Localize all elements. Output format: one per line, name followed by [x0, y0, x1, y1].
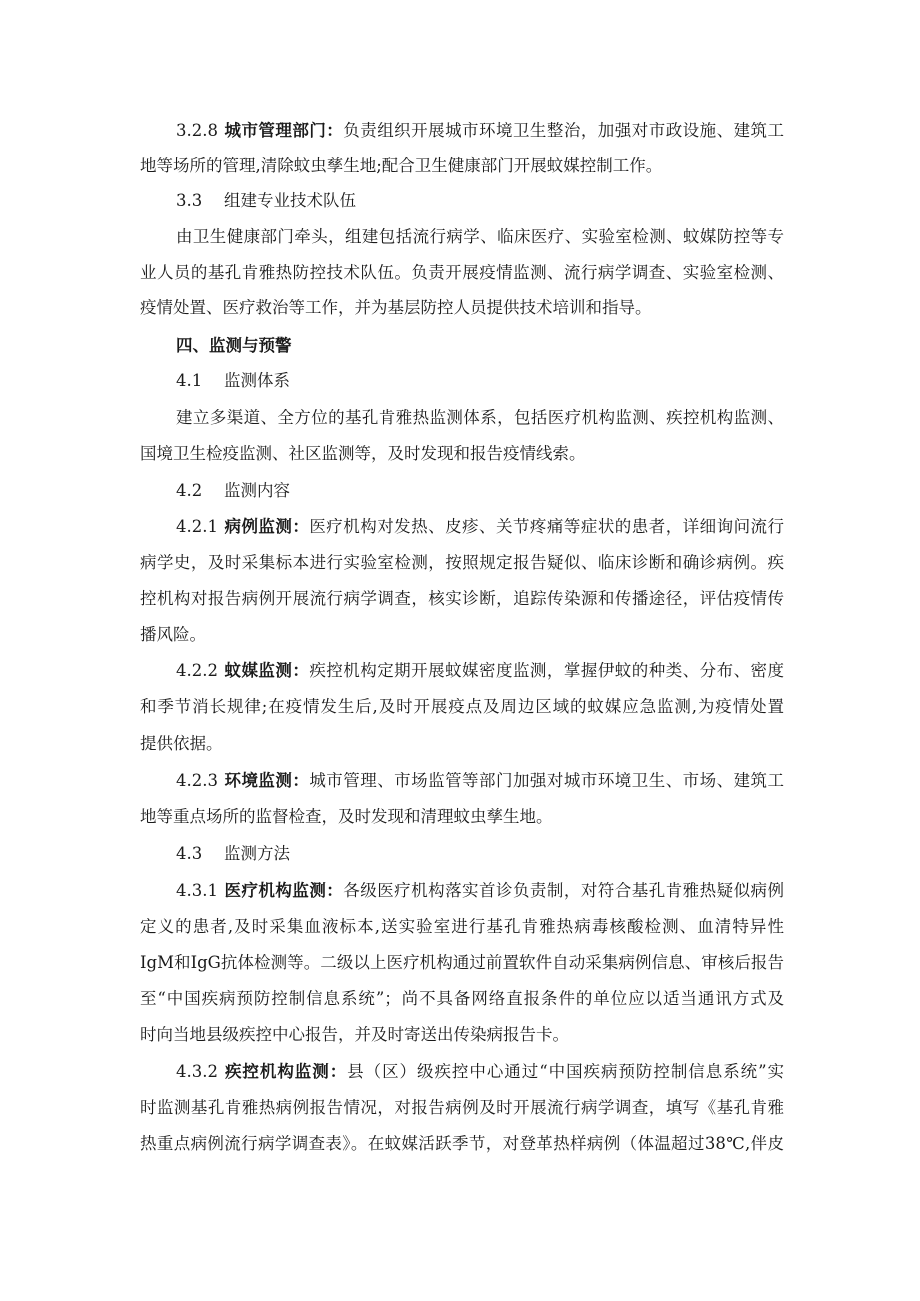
section-4-2-1-line-4: 播风险。 [140, 625, 206, 644]
section-title: 监测内容 [224, 481, 290, 500]
section-number: 4.2.3 [176, 771, 218, 790]
section-4-3-1-line-2: 定义的患者,及时采集血液标本,送实验室进行基孔肯雅热病毒核酸检测、血清特异性 [140, 917, 784, 936]
section-number: 4.2.2 [176, 661, 218, 680]
section-title: 环境监测： [224, 771, 310, 790]
section-3-2-8-line-1 [176, 120, 784, 142]
section-4-3-heading [176, 843, 290, 865]
paragraph-text: 城市管理、市场监管等部门加强对城市环境卫生、市场、建筑工 [309, 771, 785, 790]
section-4-3-1-line-4: 至“中国疾病预防控制信息系统”；尚不具备网络直报条件的单位应以适当通讯方式及 [140, 989, 784, 1008]
section-4-2-1-line-2: 病学史，及时采集标本进行实验室检测，按照规定报告疑似、临床诊断和确诊病例。疾 [140, 553, 784, 572]
section-4-2-heading [176, 480, 290, 502]
paragraph-text: 疾控机构定期开展蚊媒密度监测，掌握伊蚊的种类、分布、密度 [309, 661, 785, 680]
section-4-3-1-line-3: IgM和IgG抗体检测等。二级以上医疗机构通过前置软件自动采集病例信息、审核后报告 [140, 953, 784, 972]
chapter-heading [176, 335, 292, 357]
section-number: 3.3 [176, 191, 203, 210]
chapter-title: 四、监测与预警 [176, 336, 292, 355]
section-4-3-1-line-5: 时向当地县级疾控中心报告，并及时寄送出传染病报告卡。 [140, 1025, 569, 1044]
section-4-1-heading [176, 370, 290, 392]
section-title: 疾控机构监测： [224, 1062, 348, 1081]
section-4-1-line-2: 国境卫生检疫监测、社区监测等，及时发现和报告疫情线索。 [140, 444, 586, 463]
section-4-3-2-line-3: 热重点病例流行病学调查表》。在蚊媒活跃季节，对登革热样病例（体温超过38℃,伴皮 [140, 1134, 784, 1153]
section-4-1-line-1: 建立多渠道、全方位的基孔肯雅热监测体系，包括医疗机构监测、疾控机构监测、 [176, 408, 784, 427]
section-4-2-2-line-2: 和季节消长规律;在疫情发生后,及时开展疫点及周边区域的蚊媒应急监测,为疫情处置 [140, 697, 784, 716]
section-title: 城市管理部门： [224, 121, 344, 140]
section-3-3-line-2: 业人员的基孔肯雅热防控技术队伍。负责开展疫情监测、流行病学调查、实验室检测、 [140, 263, 784, 282]
section-4-3-2-line-2: 时监测基孔肯雅热病例报告情况，对报告病例及时开展流行病学调查，填写《基孔肯雅 [140, 1098, 784, 1117]
section-number: 4.2.1 [176, 517, 218, 536]
paragraph-text: 县（区）级疾控中心通过“中国疾病预防控制信息系统”实 [347, 1062, 785, 1081]
section-number: 3.2.8 [176, 121, 218, 140]
paragraph-text: 各级医疗机构落实首诊负责制，对符合基孔肯雅热疑似病例 [343, 881, 785, 900]
section-3-3-heading [176, 190, 356, 212]
section-4-2-1-line-3: 控机构对报告病例开展流行病学调查，核实诊断，追踪传染源和传播途径，评估疫情传 [140, 589, 784, 608]
section-title: 病例监测： [224, 517, 310, 536]
section-4-2-3-line-2: 地等重点场所的监督检查，及时发现和清理蚊虫孳生地。 [140, 807, 553, 826]
section-4-3-1-line-1 [176, 880, 784, 902]
section-4-2-2-line-3: 提供依据。 [140, 734, 223, 753]
section-title: 蚊媒监测： [224, 661, 310, 680]
section-number: 4.3 [176, 844, 203, 863]
section-3-2-8-line-2: 地等场所的管理,清除蚊虫孳生地;配合卫生健康部门开展蚊媒控制工作。 [140, 156, 663, 175]
paragraph-text: 医疗机构对发热、皮疹、关节疼痛等症状的患者，详细询问流行 [309, 517, 785, 536]
section-title: 组建专业技术队伍 [224, 191, 356, 210]
section-title: 监测方法 [224, 844, 290, 863]
section-title: 医疗机构监测： [224, 881, 344, 900]
section-4-2-3-line-1 [176, 770, 784, 792]
section-4-2-1-line-1 [176, 516, 784, 538]
section-4-3-2-line-1 [176, 1061, 784, 1083]
section-number: 4.3.2 [176, 1062, 218, 1081]
section-number: 4.3.1 [176, 881, 218, 900]
section-3-3-line-3: 疫情处置、医疗救治等工作，并为基层防控人员提供技术培训和指导。 [140, 298, 652, 317]
section-number: 4.1 [176, 371, 203, 390]
section-3-3-line-1: 由卫生健康部门牵头，组建包括流行病学、临床医疗、实验室检测、蚊媒防控等专 [176, 227, 784, 246]
section-title: 监测体系 [224, 371, 290, 390]
paragraph-text: 负责组织开展城市环境卫生整治，加强对市政设施、建筑工 [343, 121, 785, 140]
section-4-2-2-line-1 [176, 660, 784, 682]
section-number: 4.2 [176, 481, 203, 500]
